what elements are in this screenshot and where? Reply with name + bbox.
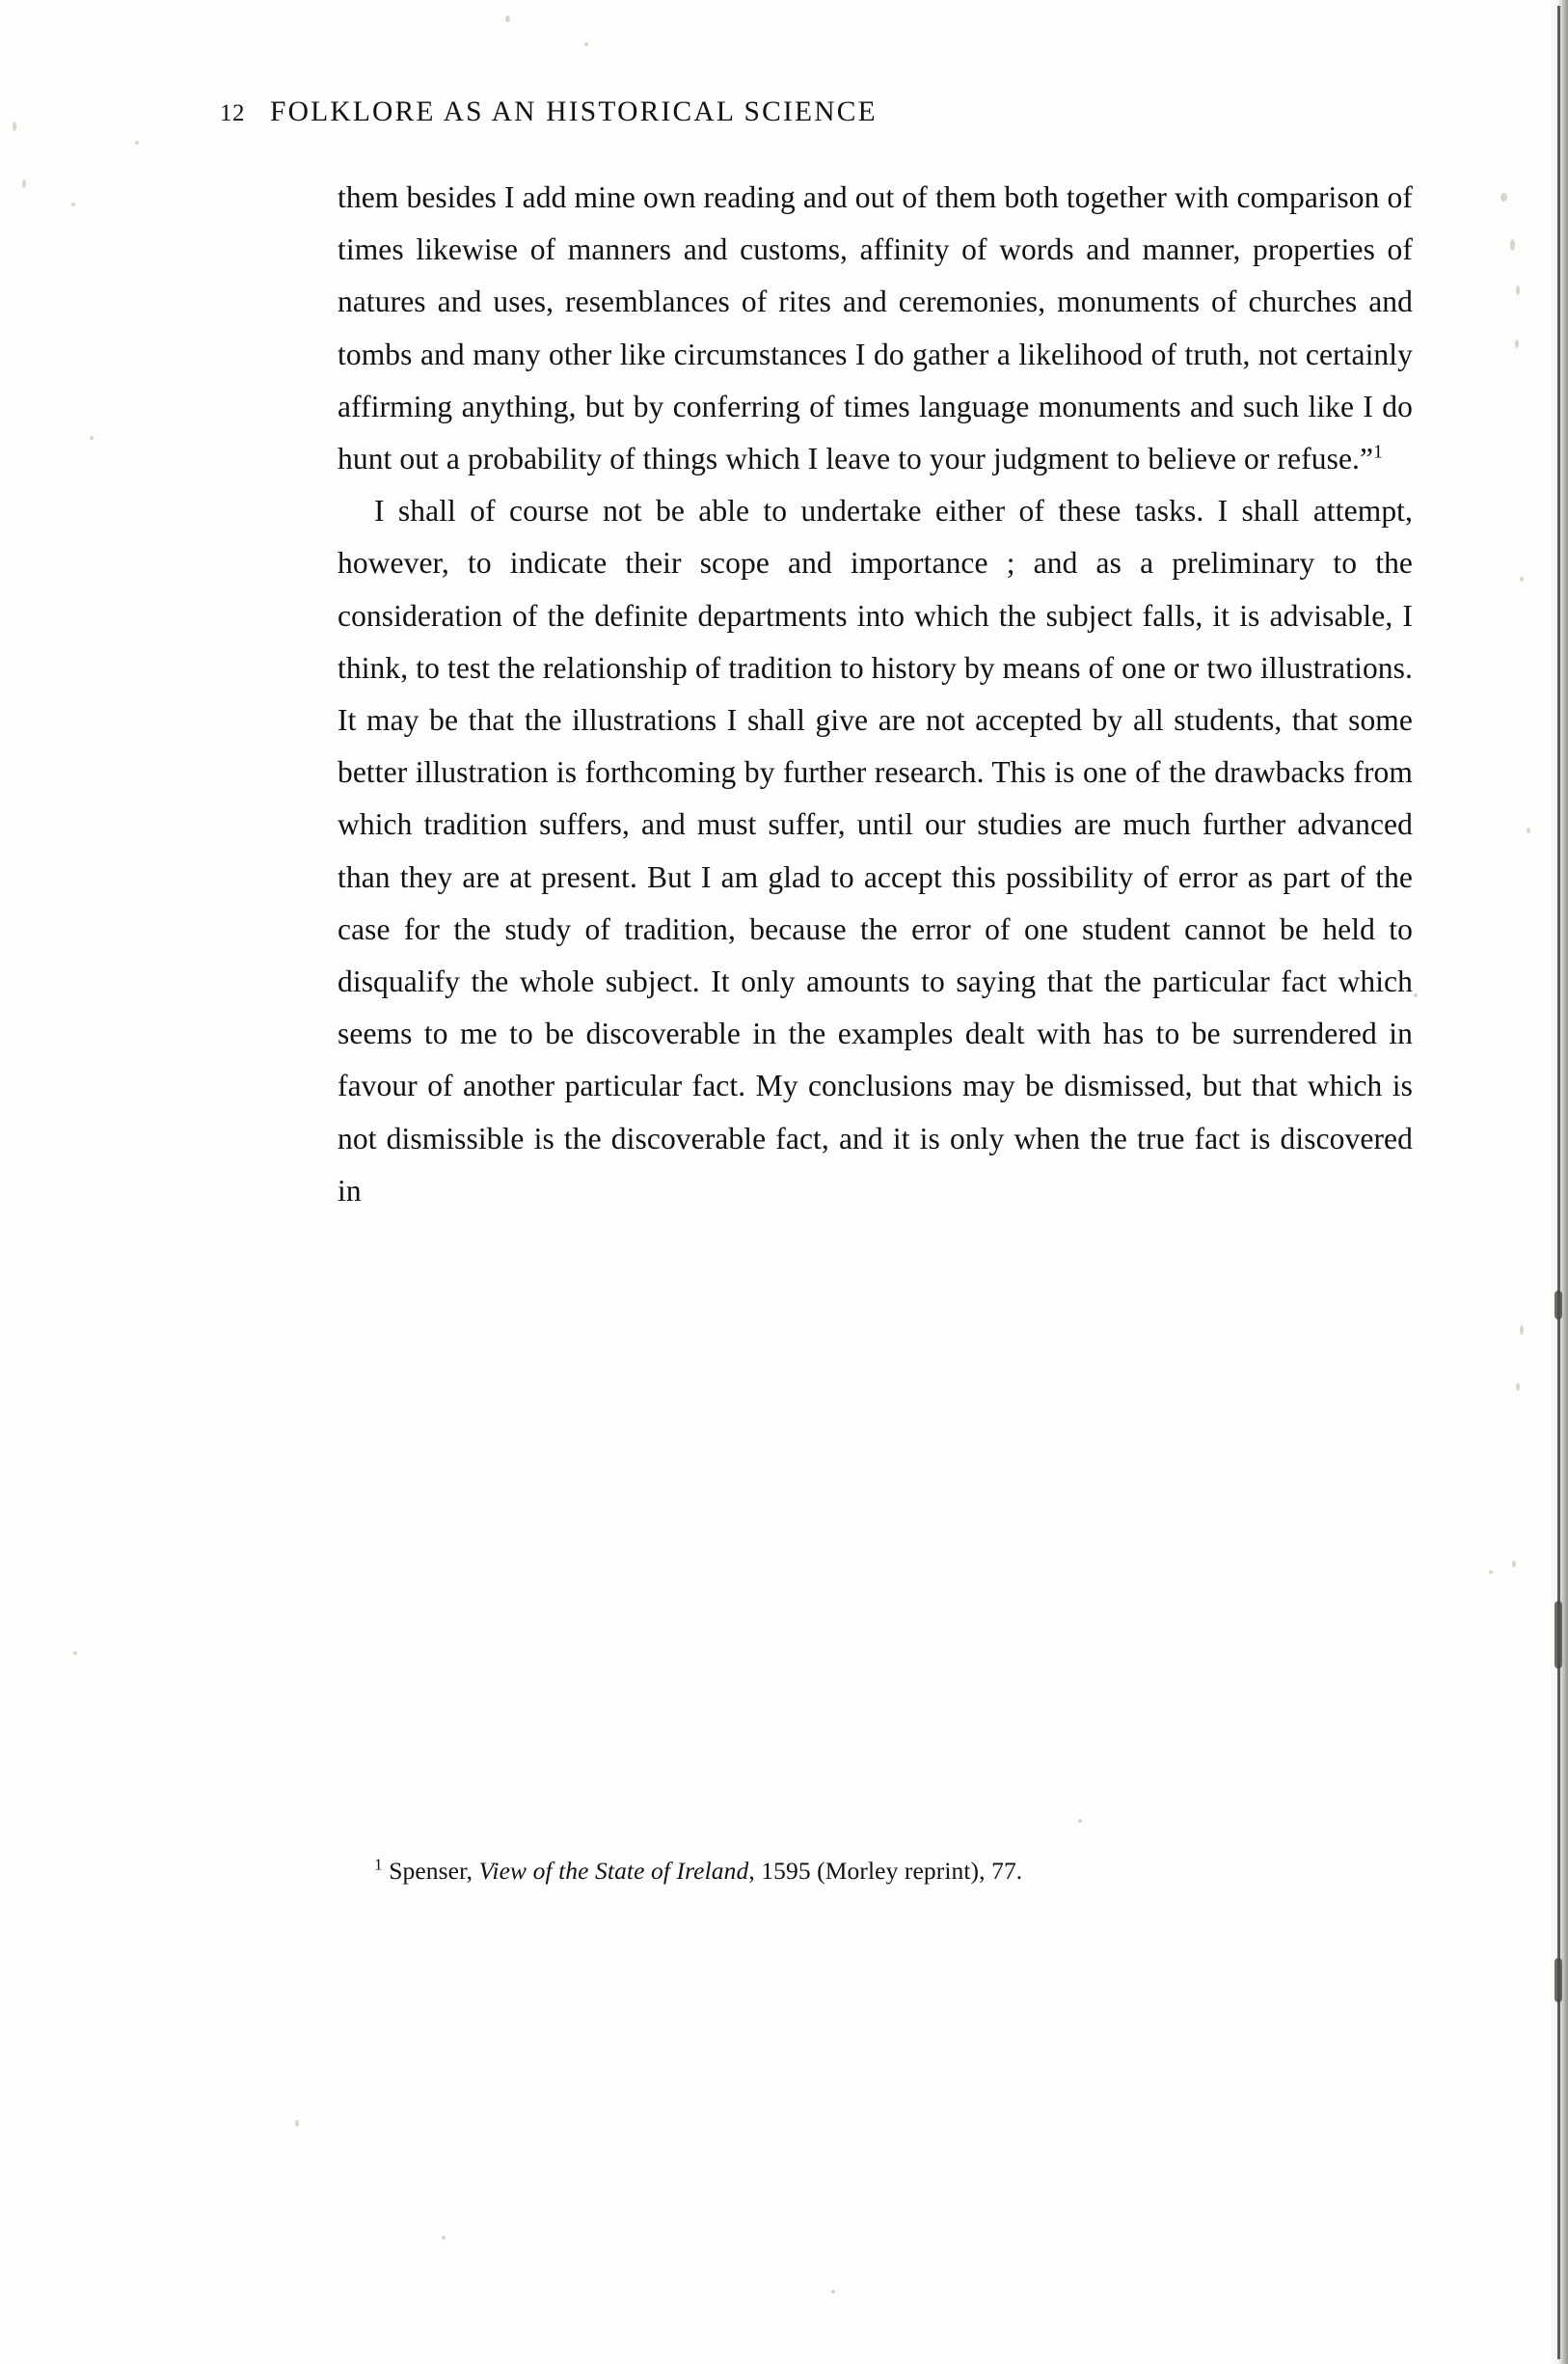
running-head [220, 96, 1358, 128]
scan-speck [1520, 1325, 1524, 1335]
scan-speck [1489, 1570, 1493, 1574]
footnote-reference[interactable]: 1 [1373, 442, 1383, 463]
scan-speck [1516, 1383, 1520, 1391]
scan-speck [1520, 577, 1524, 582]
footnote-marker: 1 [374, 1855, 383, 1874]
scan-speck [1515, 340, 1519, 348]
footnote [338, 1854, 1413, 1888]
scan-speck [90, 436, 94, 440]
scan-speck [135, 141, 139, 145]
scan-speck [1500, 193, 1507, 202]
footnote-title: View of the State of Ireland [478, 1857, 749, 1885]
scan-speck [584, 42, 588, 46]
scan-speck [22, 179, 26, 188]
scan-speck [1414, 993, 1418, 997]
scan-gutter-blob [1554, 1601, 1562, 1669]
body-text [338, 172, 1413, 1217]
scan-gutter-line [1557, 6, 1560, 2359]
scan-speck [505, 15, 510, 22]
scan-speck [442, 2236, 446, 2240]
scan-speck [13, 122, 16, 131]
scan-speck [73, 1651, 77, 1655]
scan-speck [1516, 285, 1520, 295]
scan-speck [1527, 828, 1530, 833]
scan-speck [1078, 1819, 1082, 1823]
scan-speck [831, 2290, 835, 2294]
scan-speck [71, 203, 75, 206]
running-head-title: FOLKLORE AS AN HISTORICAL SCIENCE [270, 96, 878, 127]
scan-speck [1510, 239, 1515, 251]
scan-speck [1512, 1561, 1516, 1567]
scan-gutter-blob [1554, 1291, 1562, 1319]
page-number: 12 [220, 100, 245, 126]
footnote-author: Spenser, [389, 1857, 473, 1885]
scan-speck [295, 2120, 299, 2127]
scan-gutter-blob [1554, 1958, 1562, 2002]
paragraph: I shall of course not be able to undertake either of these tasks. I shall attempt, however, to indicate their scope and importance ; and as a preliminary to the consideration of the definite departments into which the subject falls, it is advisable, I think, to test the relationship of tradition to history by means of one or two illustrations. It may be that the illustrations I shall give are not accepted by all students, that some better illustration is forthcoming by further research. This is one of the drawbacks from which tradition suffers, and must suffer, until our studies are much further advanced than they are at present. But I am glad to accept this possibility of error as part of the case for the study of tradition, because the error of one student cannot be held to disqualify the whole subject. It only amounts to saying that the particular fact which seems to me to be discoverable in the examples dealt with has to be surrendered in favour of another particular fact. My conclusions may be dismissed, but that which is not dismissible is the discoverable fact, and it is only when the true fact is discovered in [338, 494, 1413, 1208]
paragraph-text: them besides I add mine own reading and out of them both together with comparison of times likewise of manners and customs, affinity of words and manner, properties of natures and uses, resemblances of rites and ceremonies, monuments of churches and tombs and many other like circumstances I do gather a likelihood of truth, not certainly affirming anything, but by conferring of times language monuments and such like I do hunt out a probability of things which I leave to your judgment to believe or refuse.” [338, 180, 1413, 476]
paragraph-continued [338, 172, 1413, 485]
footnote-rest: , 1595 (Morley reprint), 77. [748, 1857, 1023, 1885]
